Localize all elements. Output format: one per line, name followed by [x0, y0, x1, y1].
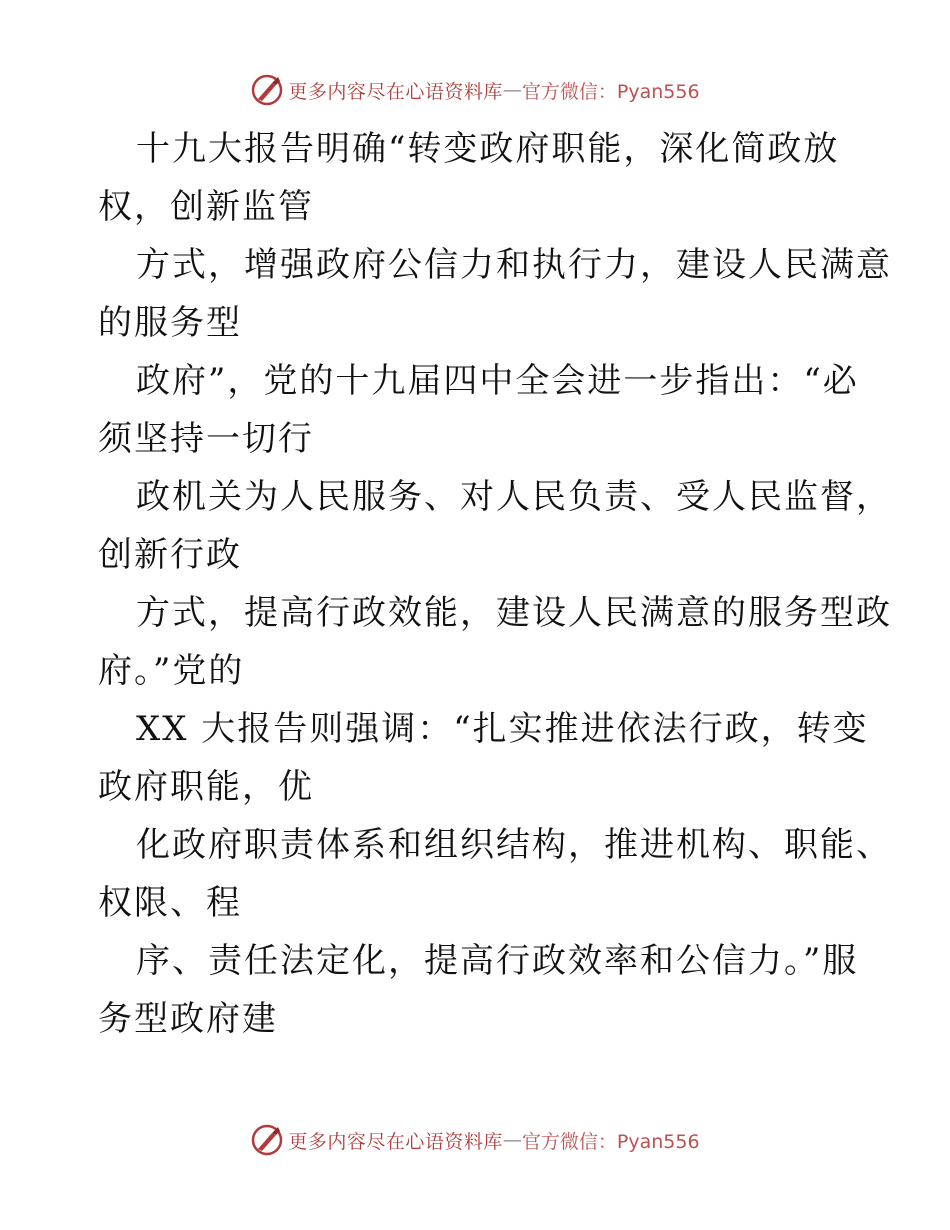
text-line: 创新行政 — [98, 535, 242, 575]
footer-dash: — — [502, 1129, 522, 1151]
text-line: 的服务型 — [98, 303, 242, 343]
text-line: 权限、程 — [98, 883, 242, 923]
text-line: 化政府职责体系和组织结构，推进机构、职能、 — [136, 825, 892, 865]
text-line: 政府职能，优 — [98, 767, 314, 807]
text-line: 方式，提高行政效能，建设人民满意的服务型政 — [136, 593, 892, 633]
text-line: 十九大报告明确“转变政府职能，深化简政放 — [136, 129, 840, 169]
footer-banner — [0, 1120, 950, 1160]
footer-wechat: 官方微信：Pyan556 — [521, 1130, 700, 1153]
text-line: 序、责任法定化，提高行政效率和公信力。”服 — [136, 941, 859, 981]
text-line: 政府”，党的十九届四中全会进一步指出：“必 — [136, 361, 859, 401]
document-body — [98, 120, 892, 1048]
header-wechat: 官方微信：Pyan556 — [521, 80, 700, 103]
footer-site-text: 更多内容尽在心语资料库 — [288, 1130, 503, 1153]
text-line: 权，创新监管 — [98, 187, 314, 227]
header-site-text: 更多内容尽在心语资料库 — [288, 80, 503, 103]
pen-quill-icon — [250, 73, 284, 107]
pen-quill-icon — [250, 1123, 284, 1157]
header-dash: — — [502, 79, 522, 101]
text-line: 务型政府建 — [98, 999, 278, 1039]
text-line: 须坚持一切行 — [98, 419, 314, 459]
text-line: 政机关为人民服务、对人民负责、受人民监督， — [136, 477, 892, 517]
text-line: XX 大报告则强调：“扎实推进依法行政，转变 — [136, 709, 869, 749]
text-line: 方式，增强政府公信力和执行力，建设人民满意 — [136, 245, 892, 285]
text-line: 府。”党的 — [98, 651, 245, 691]
header-banner — [0, 70, 950, 110]
